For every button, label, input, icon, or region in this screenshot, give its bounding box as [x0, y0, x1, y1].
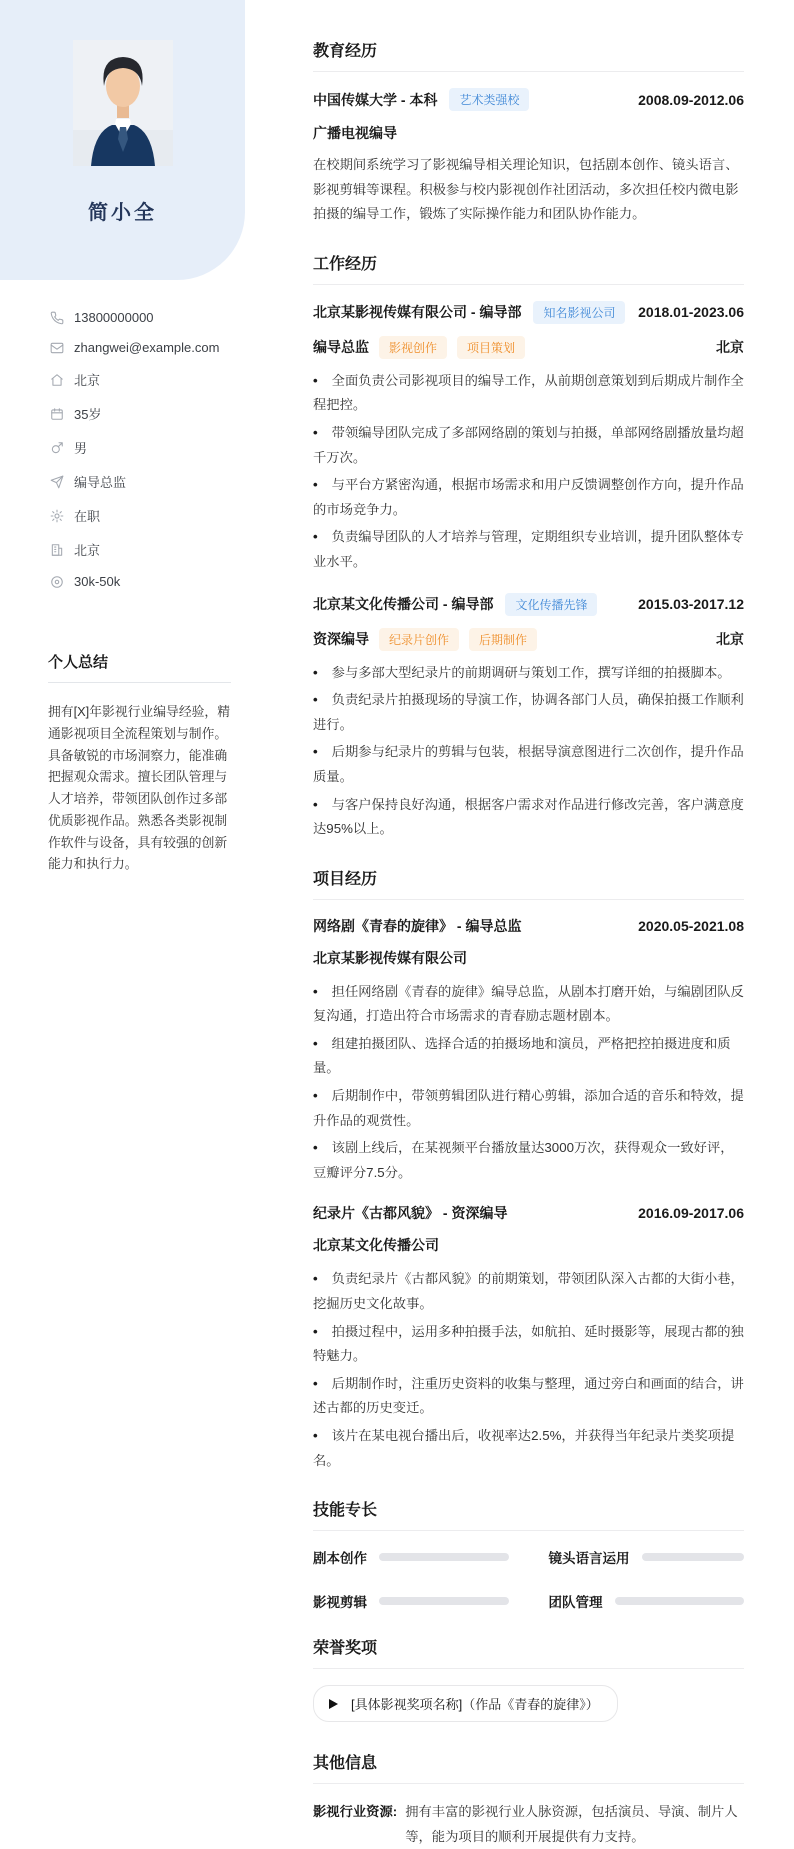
education-tag-badge: 艺术类强校: [449, 88, 529, 111]
award-text: [具体影视奖项名称]（作品《青春的旋律》）: [351, 1697, 599, 1713]
contact-phone: [50, 310, 231, 325]
contact-age-value: 35岁: [74, 407, 102, 422]
profile-photo-illustration: [73, 40, 173, 166]
skill-label: 团队管理: [548, 1595, 603, 1611]
skill-label: 镜头语言运用: [548, 1551, 630, 1567]
education-school: 中国传媒大学 - 本科: [313, 91, 438, 108]
work-date: 2018.01-2023.06: [638, 304, 744, 321]
education-description: 在校期间系统学习了影视编导相关理论知识，包括剧本创作、镜头语言、影视剪辑等课程。积极参与校内影视创作社团活动，多次担任校内微电影拍摄的编导工作，锻炼了实际操作能力和团队协作能力。: [313, 157, 739, 222]
skills-heading: 技能专长: [313, 1497, 744, 1531]
work-section: [313, 251, 744, 842]
skill-item: [549, 1591, 745, 1611]
skill-item: [313, 1591, 509, 1611]
contact-salary: [50, 574, 231, 589]
gear-icon: [50, 509, 64, 523]
skill-item: [313, 1547, 509, 1567]
awards-section: [313, 1635, 744, 1726]
award-item-expander[interactable]: [313, 1685, 618, 1722]
projects-heading: 项目经历: [313, 866, 744, 900]
contact-gender-value: 男: [74, 441, 88, 456]
contact-phone-value: 13800000000: [74, 310, 154, 325]
contact-gender: [50, 438, 231, 457]
work-role-tag: 后期制作: [469, 628, 537, 651]
education-date: 2008.09-2012.06: [638, 91, 744, 108]
skill-progress-bar: [615, 1597, 745, 1605]
sidebar-hero-panel: [0, 0, 245, 280]
profile-photo: [73, 40, 173, 166]
contact-location: [50, 370, 231, 389]
work-bullet: • 与平台方紧密沟通，根据市场需求和用户反馈调整创作方向，提升作品的市场竞争力。: [313, 473, 744, 522]
work-role-tag: 项目策划: [457, 336, 525, 359]
skill-label: 剧本创作: [313, 1551, 367, 1567]
project-bullet: • 拍摄过程中，运用多种拍摄手法，如航拍、延时摄影等，展现古都的独特魅力。: [313, 1320, 744, 1369]
skill-label: 影视剪辑: [313, 1595, 367, 1611]
resume-main-column: [313, 38, 744, 1849]
work-role: 编导总监: [313, 339, 369, 356]
work-heading: 工作经历: [313, 251, 744, 285]
projects-section: [313, 866, 744, 1474]
play-icon: [329, 1699, 338, 1709]
project-entry: [313, 916, 744, 1186]
sidebar: [0, 0, 245, 875]
work-role: 资深编导: [313, 631, 369, 648]
project-bullet: • 负责纪录片《古都风貌》的前期策划，带领团队深入古都的大街小巷，挖掘历史文化故事。: [313, 1267, 744, 1316]
work-bullet: • 与客户保持良好沟通，根据客户需求对作品进行修改完善，客户满意度达95%以上。: [313, 793, 744, 842]
work-company: 北京某文化传播公司 - 编导部: [313, 596, 494, 613]
contact-work-city: [50, 540, 231, 559]
candidate-name: 简小全: [88, 202, 157, 224]
contact-email-value: zhangwei@example.com: [74, 340, 220, 355]
skills-section: [313, 1497, 744, 1611]
project-organization: 北京某影视传媒有限公司: [313, 949, 467, 966]
project-name: 纪录片《古都风貌》 - 资深编导: [313, 1205, 508, 1222]
education-section: [313, 38, 744, 227]
project-bullet: • 后期制作中，带领剪辑团队进行精心剪辑，添加合适的音乐和特效，提升作品的观赏性。: [313, 1084, 744, 1133]
calendar-icon: [50, 407, 64, 421]
contact-status-value: 在职: [74, 509, 101, 524]
education-major: 广播电视编导: [313, 125, 397, 141]
skill-progress-bar: [379, 1597, 509, 1605]
skill-item: [549, 1547, 745, 1567]
personal-summary-title: 个人总结: [48, 651, 231, 683]
skill-progress-bar: [379, 1553, 509, 1561]
contact-age: [50, 404, 231, 423]
other-info-heading: 其他信息: [313, 1750, 744, 1784]
work-company: 北京某影视传媒有限公司 - 编导部: [313, 304, 522, 321]
project-bullet: • 该片在某电视台播出后，收视率达2.5%，并获得当年纪录片类奖项提名。: [313, 1424, 744, 1473]
work-location: 北京: [716, 631, 744, 648]
contact-email: [50, 340, 231, 355]
awards-heading: 荣誉奖项: [313, 1635, 744, 1669]
email-icon: [50, 341, 64, 355]
work-role-tag: 影视创作: [379, 336, 447, 359]
project-date: 2016.09-2017.06: [638, 1205, 744, 1222]
gender-icon: [50, 441, 64, 455]
work-entry: [313, 593, 744, 842]
contact-job-status: [50, 506, 231, 525]
other-info-label: 影视行业资源:: [313, 1804, 398, 1820]
contact-city-value: 北京: [74, 543, 101, 558]
work-bullet: • 负责编导团队的人才培养与管理，定期组织专业培训，提升团队整体专业水平。: [313, 525, 744, 574]
home-icon: [50, 373, 64, 387]
work-company-badge: 文化传播先锋: [505, 593, 597, 616]
other-info-text: 拥有丰富的影视行业人脉资源，包括演员、导演、制片人等，能为项目的顺利开展提供有力支持。: [405, 1804, 738, 1844]
work-bullet: • 负责纪录片拍摄现场的导演工作，协调各部门人员，确保拍摄工作顺利进行。: [313, 688, 744, 737]
contact-salary-value: 30k-50k: [74, 574, 121, 589]
work-bullet: • 带领编导团队完成了多部网络剧的策划与拍摄，单部网络剧播放量均超千万次。: [313, 421, 744, 470]
project-bullet: • 担任网络剧《青春的旋律》编导总监，从剧本打磨开始，与编剧团队反复沟通，打造出符合市场需求的青春励志题材剧本。: [313, 980, 744, 1029]
education-heading: 教育经历: [313, 38, 744, 72]
target-icon: [50, 575, 64, 589]
project-entry: [313, 1203, 744, 1473]
work-role-tag: 纪录片创作: [379, 628, 459, 651]
personal-summary-section: [48, 651, 231, 875]
work-location: 北京: [716, 339, 744, 356]
work-entry: [313, 301, 744, 575]
work-date: 2015.03-2017.12: [638, 596, 744, 613]
project-bullet: • 该剧上线后，在某视频平台播放量达3000万次，获得观众一致好评，豆瓣评分7.5分。: [313, 1136, 744, 1185]
project-bullet: • 后期制作时，注重历史资料的收集与整理，通过旁白和画面的结合，讲述古都的历史变迁。: [313, 1372, 744, 1421]
project-organization: 北京某文化传播公司: [313, 1237, 439, 1254]
contact-position-value: 编导总监: [74, 475, 127, 490]
project-bullet: • 组建拍摄团队、选择合适的拍摄场地和演员，严格把控拍摄进度和质量。: [313, 1032, 744, 1081]
contact-desired-position: [50, 472, 231, 491]
building-icon: [50, 543, 64, 557]
project-name: 网络剧《青春的旋律》 - 编导总监: [313, 917, 522, 934]
project-date: 2020.05-2021.08: [638, 917, 744, 934]
contact-location-value: 北京: [74, 373, 101, 388]
work-company-badge: 知名影视公司: [533, 301, 625, 324]
skill-progress-bar: [642, 1553, 745, 1561]
work-bullet: • 参与多部大型纪录片的前期调研与策划工作，撰写详细的拍摄脚本。: [313, 661, 744, 686]
work-bullet: • 后期参与纪录片的剪辑与包装，根据导演意图进行二次创作，提升作品质量。: [313, 740, 744, 789]
phone-icon: [50, 311, 64, 325]
paper-plane-icon: [50, 475, 64, 489]
other-info-section: [313, 1750, 744, 1849]
work-bullet: • 全面负责公司影视项目的编导工作，从前期创意策划到后期成片制作全程把控。: [313, 369, 744, 418]
personal-summary-text: 拥有[X]年影视行业编导经验，精通影视项目全流程策划与制作。具备敏锐的市场洞察力，能准确把握观众需求。擅长团队管理与人才培养，带领团队创作过多部优质影视作品。熟悉各类影视制作软件与设备，具有较强的创新能力和执行力。: [48, 704, 231, 872]
contact-list: [0, 280, 245, 589]
